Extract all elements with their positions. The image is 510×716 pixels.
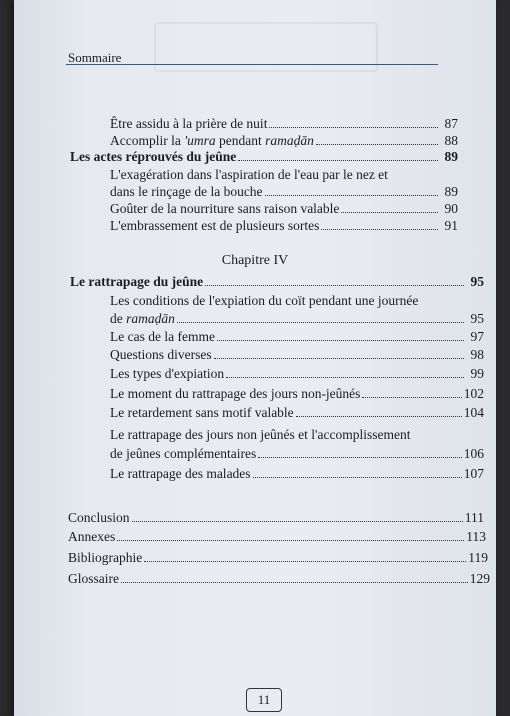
toc-entry: dans le rinçage de la bouche 89 <box>110 184 458 199</box>
toc-entry: Être assidu à la prière de nuit 87 <box>110 116 458 131</box>
toc-entry: Bibliographie 119 <box>68 550 488 565</box>
toc-entry-line1: L'exagération dans l'aspiration de l'eau par le nez et <box>110 167 388 182</box>
toc-entry: Accomplir la 'umra pendant ramaḍān 88 <box>110 133 458 148</box>
toc-entry: de ramaḍān 95 <box>110 311 484 326</box>
running-header: Sommaire <box>68 50 122 65</box>
toc-entry: Le moment du rattrapage des jours non-jeûnés 102 <box>110 386 484 401</box>
toc-entry-line1: Les conditions de l'expiation du coït pendant une journée <box>110 293 419 308</box>
toc-entry: de jeûnes complémentaires 106 <box>110 446 484 461</box>
table-of-contents <box>14 0 496 716</box>
toc-section-heading: Les actes réprouvés du jeûne 89 <box>70 149 458 164</box>
toc-entry: Le rattrapage des malades 107 <box>110 466 484 481</box>
toc-entry: Le retardement sans motif valable 104 <box>110 405 484 420</box>
chapter-heading: Chapitre IV <box>221 253 289 268</box>
toc-entry: Conclusion 111 <box>68 510 484 525</box>
toc-entry: Questions diverses 98 <box>110 347 484 362</box>
toc-entry: Les types d'expiation 99 <box>110 366 484 381</box>
toc-entry: L'embrassement est de plusieurs sortes 91 <box>110 218 458 233</box>
toc-entry: Goûter de la nourriture sans raison valable 90 <box>110 201 458 216</box>
book-page <box>14 0 496 716</box>
toc-entry: Glossaire 129 <box>68 571 490 586</box>
toc-entry: Annexes 113 <box>68 529 486 544</box>
toc-section-heading: Le rattrapage du jeûne 95 <box>70 274 484 289</box>
page-number: 11 <box>246 688 282 712</box>
toc-entry-line1: Le rattrapage des jours non jeûnés et l'accomplissement <box>110 427 411 442</box>
toc-entry: Le cas de la femme 97 <box>110 329 484 344</box>
